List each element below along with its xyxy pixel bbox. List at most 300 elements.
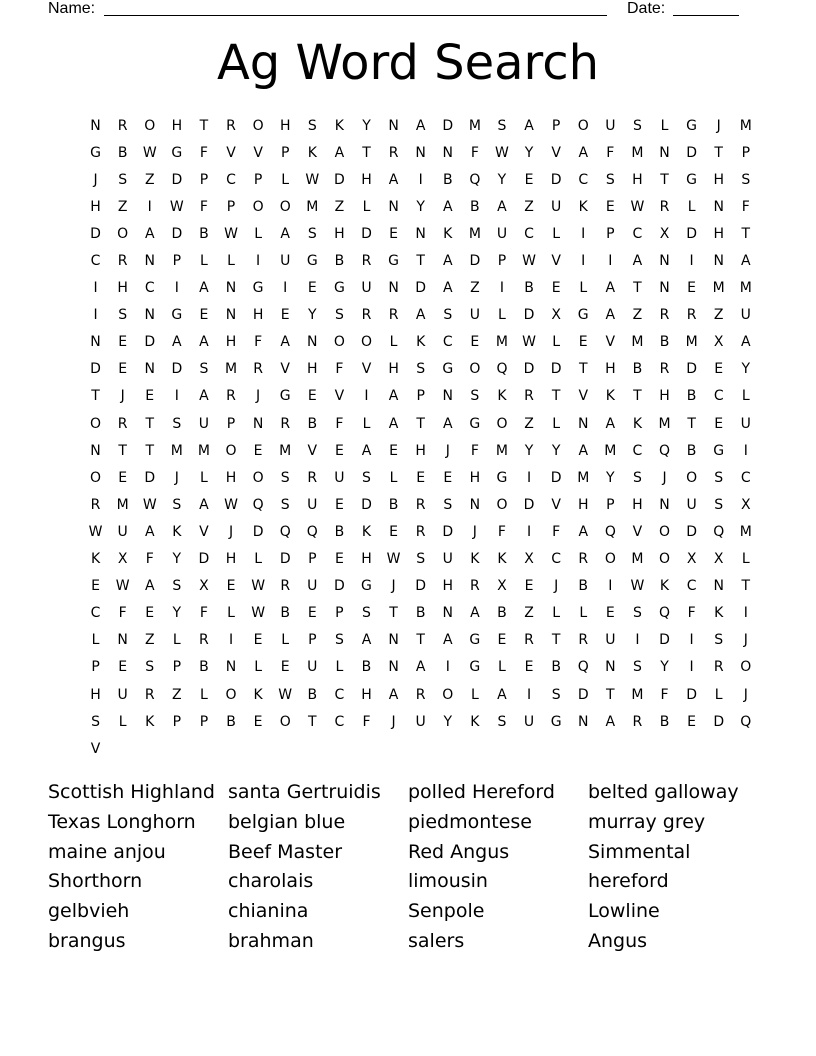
grid-letter[interactable]: E [118,334,128,351]
grid-letter[interactable]: E [253,632,263,649]
grid-letter[interactable]: E [605,198,615,215]
grid-letter[interactable]: G [388,253,399,270]
grid-letter[interactable]: B [524,280,534,297]
grid-letter[interactable]: D [686,686,697,703]
grid-letter[interactable]: H [361,686,372,703]
grid-letter[interactable]: G [469,632,481,649]
grid-letter[interactable]: L [254,551,263,568]
grid-letter[interactable]: N [713,578,724,595]
grid-letter[interactable]: N [442,144,453,161]
grid-letter[interactable]: M [495,334,508,351]
grid-letter[interactable]: T [145,442,155,459]
grid-letter[interactable]: C [90,605,101,622]
grid-letter[interactable]: W [522,253,536,270]
grid-letter[interactable]: H [469,469,481,486]
grid-letter[interactable]: L [281,171,290,188]
grid-letter[interactable]: G [90,144,101,161]
grid-letter[interactable]: N [605,659,616,676]
grid-letter[interactable]: H [361,551,372,568]
grid-letter[interactable]: U [361,280,372,297]
grid-letter[interactable]: M [306,198,319,215]
grid-letter[interactable]: K [443,225,453,242]
grid-letter[interactable]: R [90,496,101,513]
grid-letter[interactable]: M [468,117,481,134]
grid-letter[interactable]: R [280,415,291,432]
grid-letter[interactable]: A [442,632,453,649]
grid-letter[interactable]: N [307,334,318,351]
grid-letter[interactable]: A [388,415,399,432]
grid-letter[interactable]: P [199,171,209,188]
grid-letter[interactable]: E [443,469,453,486]
grid-letter[interactable]: S [280,496,290,513]
grid-letter[interactable]: X [659,225,670,242]
grid-letter[interactable]: I [147,198,152,215]
grid-letter[interactable]: Y [443,713,453,730]
grid-letter[interactable]: P [91,659,100,676]
grid-letter[interactable]: L [227,253,235,270]
grid-letter[interactable]: Q [252,496,264,513]
grid-letter[interactable]: K [578,198,588,215]
grid-letter[interactable]: R [415,523,426,540]
grid-letter[interactable]: I [635,632,640,649]
grid-letter[interactable]: B [659,334,670,351]
grid-letter[interactable]: S [307,225,317,242]
grid-letter[interactable]: Q [659,442,671,459]
grid-letter[interactable]: O [90,415,102,432]
grid-letter[interactable]: L [714,686,723,703]
grid-letter[interactable]: S [91,713,100,730]
grid-letter[interactable]: A [388,686,399,703]
grid-letter[interactable]: P [335,605,344,622]
grid-letter[interactable]: Q [740,713,752,730]
grid-letter[interactable]: N [659,496,670,513]
grid-letter[interactable]: W [305,171,320,188]
grid-letter[interactable]: M [468,225,481,242]
grid-letter[interactable]: P [199,713,209,730]
grid-letter[interactable]: I [256,253,261,270]
grid-letter[interactable]: U [198,415,210,432]
grid-letter[interactable]: G [279,388,291,405]
grid-letter[interactable]: B [199,225,209,242]
grid-letter[interactable]: T [416,415,425,432]
grid-letter[interactable]: W [278,686,293,703]
grid-letter[interactable]: L [687,198,696,215]
grid-letter[interactable]: E [307,605,317,622]
grid-letter[interactable]: E [307,280,317,297]
grid-letter[interactable]: Q [577,659,589,676]
grid-letter[interactable]: S [118,307,128,324]
grid-letter[interactable]: P [416,388,425,405]
grid-letter[interactable]: L [281,632,290,649]
grid-letter[interactable]: N [659,280,670,297]
grid-letter[interactable]: D [90,361,101,378]
grid-letter[interactable]: H [577,496,589,513]
grid-letter[interactable]: S [714,632,724,649]
grid-letter[interactable]: F [254,334,263,351]
grid-letter[interactable]: H [307,361,318,378]
grid-letter[interactable]: F [199,605,208,622]
grid-letter[interactable]: T [741,578,751,595]
grid-letter[interactable]: O [496,415,508,432]
grid-letter[interactable]: Y [172,551,182,568]
grid-letter[interactable]: U [117,686,128,703]
grid-letter[interactable]: P [741,144,751,161]
grid-letter[interactable]: R [469,578,480,595]
grid-letter[interactable]: D [523,307,535,324]
grid-letter[interactable]: M [739,280,752,297]
grid-letter[interactable]: L [552,225,561,242]
grid-letter[interactable]: K [714,605,724,622]
grid-letter[interactable]: L [172,632,181,649]
grid-letter[interactable]: V [361,361,372,378]
grid-letter[interactable]: R [226,117,236,134]
grid-letter[interactable]: C [90,253,101,270]
grid-letter[interactable]: D [577,686,589,703]
grid-letter[interactable]: A [334,144,345,161]
grid-letter[interactable]: Y [308,307,317,324]
grid-letter[interactable]: U [469,307,480,324]
grid-letter[interactable]: D [686,144,697,161]
grid-letter[interactable]: O [577,117,589,134]
grid-letter[interactable]: U [307,496,318,513]
grid-letter[interactable]: S [741,171,751,188]
grid-letter[interactable]: K [334,117,344,134]
grid-letter[interactable]: A [144,225,155,242]
grid-letter[interactable]: N [90,334,101,351]
grid-letter[interactable]: G [171,144,183,161]
grid-letter[interactable]: N [713,253,724,270]
grid-letter[interactable]: N [225,280,237,297]
grid-letter[interactable]: V [253,144,263,161]
grid-letter[interactable]: B [415,605,426,622]
grid-letter[interactable]: J [445,442,450,459]
grid-letter[interactable]: S [443,307,453,324]
grid-letter[interactable]: D [550,361,562,378]
grid-letter[interactable]: R [578,632,589,649]
grid-letter[interactable]: S [118,171,128,188]
grid-letter[interactable]: S [280,469,290,486]
grid-letter[interactable]: F [470,442,479,459]
grid-letter[interactable]: M [658,415,671,432]
grid-letter[interactable]: D [442,523,454,540]
grid-letter[interactable]: G [361,578,372,595]
grid-letter[interactable]: R [117,117,128,134]
grid-letter[interactable]: S [714,469,724,486]
grid-letter[interactable]: O [496,496,508,513]
grid-letter[interactable]: N [388,659,399,676]
grid-letter[interactable]: J [716,117,721,134]
grid-letter[interactable]: A [497,686,507,703]
grid-letter[interactable]: N [659,253,670,270]
grid-letter[interactable]: N [144,307,155,324]
grid-letter[interactable]: S [470,388,480,405]
grid-letter[interactable]: N [90,442,101,459]
grid-letter[interactable]: T [633,388,642,405]
grid-letter[interactable]: W [630,578,645,595]
grid-letter[interactable]: U [334,469,345,486]
grid-letter[interactable]: L [741,551,750,568]
grid-letter[interactable]: W [251,578,266,595]
grid-letter[interactable]: P [172,659,182,676]
grid-letter[interactable]: A [388,171,399,188]
grid-letter[interactable]: R [659,198,670,215]
grid-letter[interactable]: M [279,442,292,459]
grid-letter[interactable]: A [442,253,453,270]
grid-letter[interactable]: M [495,442,508,459]
grid-letter[interactable]: F [335,361,344,378]
grid-letter[interactable]: A [361,442,372,459]
grid-letter[interactable]: D [713,713,725,730]
grid-letter[interactable]: D [523,496,535,513]
grid-letter[interactable]: R [199,632,209,649]
grid-letter[interactable]: E [334,442,344,459]
grid-letter[interactable]: N [144,253,155,270]
grid-letter[interactable]: A [415,659,426,676]
grid-letter[interactable]: Z [713,307,724,324]
grid-letter[interactable]: X [741,496,751,513]
grid-letter[interactable]: T [416,632,425,649]
grid-letter[interactable]: E [389,523,398,540]
grid-letter[interactable]: U [551,198,562,215]
grid-letter[interactable]: C [226,171,236,188]
grid-letter[interactable]: S [605,171,615,188]
grid-letter[interactable]: D [144,334,156,351]
grid-letter[interactable]: A [415,307,426,324]
grid-letter[interactable]: T [145,415,155,432]
grid-letter[interactable]: A [605,415,616,432]
grid-letter[interactable]: W [142,496,157,513]
grid-letter[interactable]: H [415,442,426,459]
grid-letter[interactable]: D [334,578,345,595]
grid-letter[interactable]: C [686,578,697,595]
grid-letter[interactable]: M [170,442,183,459]
grid-letter[interactable]: D [686,361,697,378]
grid-letter[interactable]: Z [524,415,534,432]
grid-letter[interactable]: L [389,334,398,351]
grid-letter[interactable]: C [632,442,643,459]
grid-letter[interactable]: D [279,551,291,568]
grid-letter[interactable]: C [578,171,589,188]
grid-letter[interactable]: R [117,253,128,270]
grid-letter[interactable]: H [659,388,670,405]
grid-letter[interactable]: V [605,334,616,351]
grid-letter[interactable]: F [741,198,750,215]
grid-letter[interactable]: T [714,144,723,161]
grid-letter[interactable]: E [334,496,344,513]
grid-letter[interactable]: D [659,632,670,649]
grid-letter[interactable]: N [577,713,589,730]
grid-letter[interactable]: W [115,578,130,595]
grid-letter[interactable]: G [577,307,589,324]
grid-letter[interactable]: C [740,469,751,486]
grid-letter[interactable]: U [280,253,291,270]
grid-letter[interactable]: N [225,307,237,324]
grid-letter[interactable]: O [279,713,291,730]
grid-letter[interactable]: I [174,280,179,297]
grid-letter[interactable]: N [388,632,399,649]
grid-letter[interactable]: A [442,198,453,215]
grid-letter[interactable]: E [524,578,534,595]
grid-letter[interactable]: M [631,144,644,161]
grid-letter[interactable]: R [361,307,372,324]
grid-letter[interactable]: P [253,171,263,188]
grid-letter[interactable]: E [280,307,290,324]
grid-letter[interactable]: Q [604,523,616,540]
grid-letter[interactable]: A [388,388,399,405]
grid-letter[interactable]: L [741,388,750,405]
grid-letter[interactable]: T [578,361,588,378]
grid-letter[interactable]: T [308,713,317,730]
grid-letter[interactable]: R [388,144,399,161]
grid-letter[interactable]: I [581,253,586,270]
grid-letter[interactable]: C [334,686,345,703]
grid-letter[interactable]: V [551,496,561,513]
grid-letter[interactable]: R [713,659,724,676]
grid-letter[interactable]: V [334,388,345,405]
grid-letter[interactable]: D [334,171,345,188]
grid-letter[interactable]: M [197,442,210,459]
grid-letter[interactable]: O [686,469,698,486]
grid-letter[interactable]: K [470,713,480,730]
grid-letter[interactable]: E [253,713,263,730]
grid-letter[interactable]: H [334,225,345,242]
grid-letter[interactable]: E [145,388,155,405]
grid-letter[interactable]: R [361,253,372,270]
grid-letter[interactable]: Z [144,632,155,649]
grid-letter[interactable]: S [443,496,453,513]
grid-letter[interactable]: D [171,225,183,242]
grid-letter[interactable]: S [172,415,182,432]
grid-letter[interactable]: G [252,280,264,297]
grid-letter[interactable]: O [442,686,454,703]
grid-letter[interactable]: S [714,496,724,513]
grid-letter[interactable]: H [225,551,237,568]
grid-letter[interactable]: F [199,144,208,161]
grid-letter[interactable]: S [362,605,371,622]
grid-letter[interactable]: D [686,523,697,540]
grid-letter[interactable]: B [117,144,128,161]
grid-letter[interactable]: L [200,686,208,703]
grid-letter[interactable]: N [388,117,399,134]
grid-letter[interactable]: B [334,253,345,270]
grid-letter[interactable]: N [144,361,155,378]
grid-letter[interactable]: X [551,307,561,324]
grid-letter[interactable]: W [495,144,509,161]
grid-letter[interactable]: W [224,225,238,242]
grid-letter[interactable]: H [225,469,237,486]
grid-letter[interactable]: G [686,171,698,188]
grid-letter[interactable]: D [686,225,697,242]
grid-letter[interactable]: Y [362,117,371,134]
grid-letter[interactable]: D [550,469,562,486]
grid-letter[interactable]: O [252,469,264,486]
grid-letter[interactable]: B [659,713,670,730]
date-blank-line[interactable] [673,15,739,16]
grid-letter[interactable]: R [117,415,128,432]
grid-letter[interactable]: E [389,442,398,459]
grid-letter[interactable]: J [472,523,477,540]
grid-letter[interactable]: O [659,551,671,568]
grid-letter[interactable]: B [470,198,480,215]
grid-letter[interactable]: L [579,605,588,622]
grid-letter[interactable]: S [497,117,507,134]
grid-letter[interactable]: H [388,361,399,378]
grid-letter[interactable]: O [279,198,291,215]
grid-letter[interactable]: A [605,280,616,297]
grid-letter[interactable]: L [200,253,208,270]
grid-letter[interactable]: D [415,578,427,595]
grid-letter[interactable]: E [687,713,697,730]
grid-letter[interactable]: S [172,496,182,513]
grid-letter[interactable]: N [415,144,426,161]
grid-letter[interactable]: M [224,361,238,378]
grid-letter[interactable]: A [172,334,182,351]
grid-letter[interactable]: J [93,171,98,188]
grid-letter[interactable]: A [605,307,616,324]
grid-letter[interactable]: E [524,171,534,188]
grid-letter[interactable]: H [713,171,724,188]
grid-letter[interactable]: V [226,144,236,161]
grid-letter[interactable]: M [685,334,698,351]
grid-letter[interactable]: S [334,632,344,649]
grid-letter[interactable]: N [713,198,724,215]
grid-letter[interactable]: A [578,523,589,540]
grid-letter[interactable]: C [524,225,534,242]
grid-letter[interactable]: Y [660,659,669,676]
grid-letter[interactable]: F [552,523,561,540]
grid-letter[interactable]: D [442,117,454,134]
grid-letter[interactable]: N [469,496,481,513]
grid-letter[interactable]: Q [469,171,481,188]
grid-letter[interactable]: Q [279,523,291,540]
grid-letter[interactable]: J [662,469,667,486]
grid-letter[interactable]: G [469,415,481,432]
grid-letter[interactable]: C [442,334,453,351]
grid-letter[interactable]: A [524,117,534,134]
grid-letter[interactable]: N [442,605,453,622]
grid-letter[interactable]: I [608,578,613,595]
grid-letter[interactable]: U [523,713,535,730]
grid-letter[interactable]: E [118,361,128,378]
grid-letter[interactable]: L [552,334,561,351]
grid-letter[interactable]: R [686,307,697,324]
grid-letter[interactable]: K [497,388,507,405]
grid-letter[interactable]: F [606,144,615,161]
grid-letter[interactable]: P [226,415,236,432]
grid-letter[interactable]: E [91,578,100,595]
grid-letter[interactable]: P [308,632,317,649]
grid-letter[interactable]: M [739,117,752,134]
grid-letter[interactable]: N [388,198,399,215]
grid-letter[interactable]: E [118,659,128,676]
grid-letter[interactable]: E [416,469,426,486]
grid-letter[interactable]: H [632,496,643,513]
grid-letter[interactable]: B [307,686,318,703]
grid-letter[interactable]: C [551,551,562,568]
grid-letter[interactable]: X [686,551,697,568]
grid-letter[interactable]: N [90,117,101,134]
grid-letter[interactable]: R [659,361,670,378]
grid-letter[interactable]: J [256,388,261,405]
grid-letter[interactable]: O [659,523,671,540]
grid-letter[interactable]: S [199,361,209,378]
grid-letter[interactable]: W [630,198,645,215]
grid-letter[interactable]: Q [496,361,508,378]
grid-letter[interactable]: G [333,280,345,297]
grid-letter[interactable]: J [120,388,125,405]
grid-letter[interactable]: L [227,605,235,622]
grid-letter[interactable]: I [499,280,505,297]
